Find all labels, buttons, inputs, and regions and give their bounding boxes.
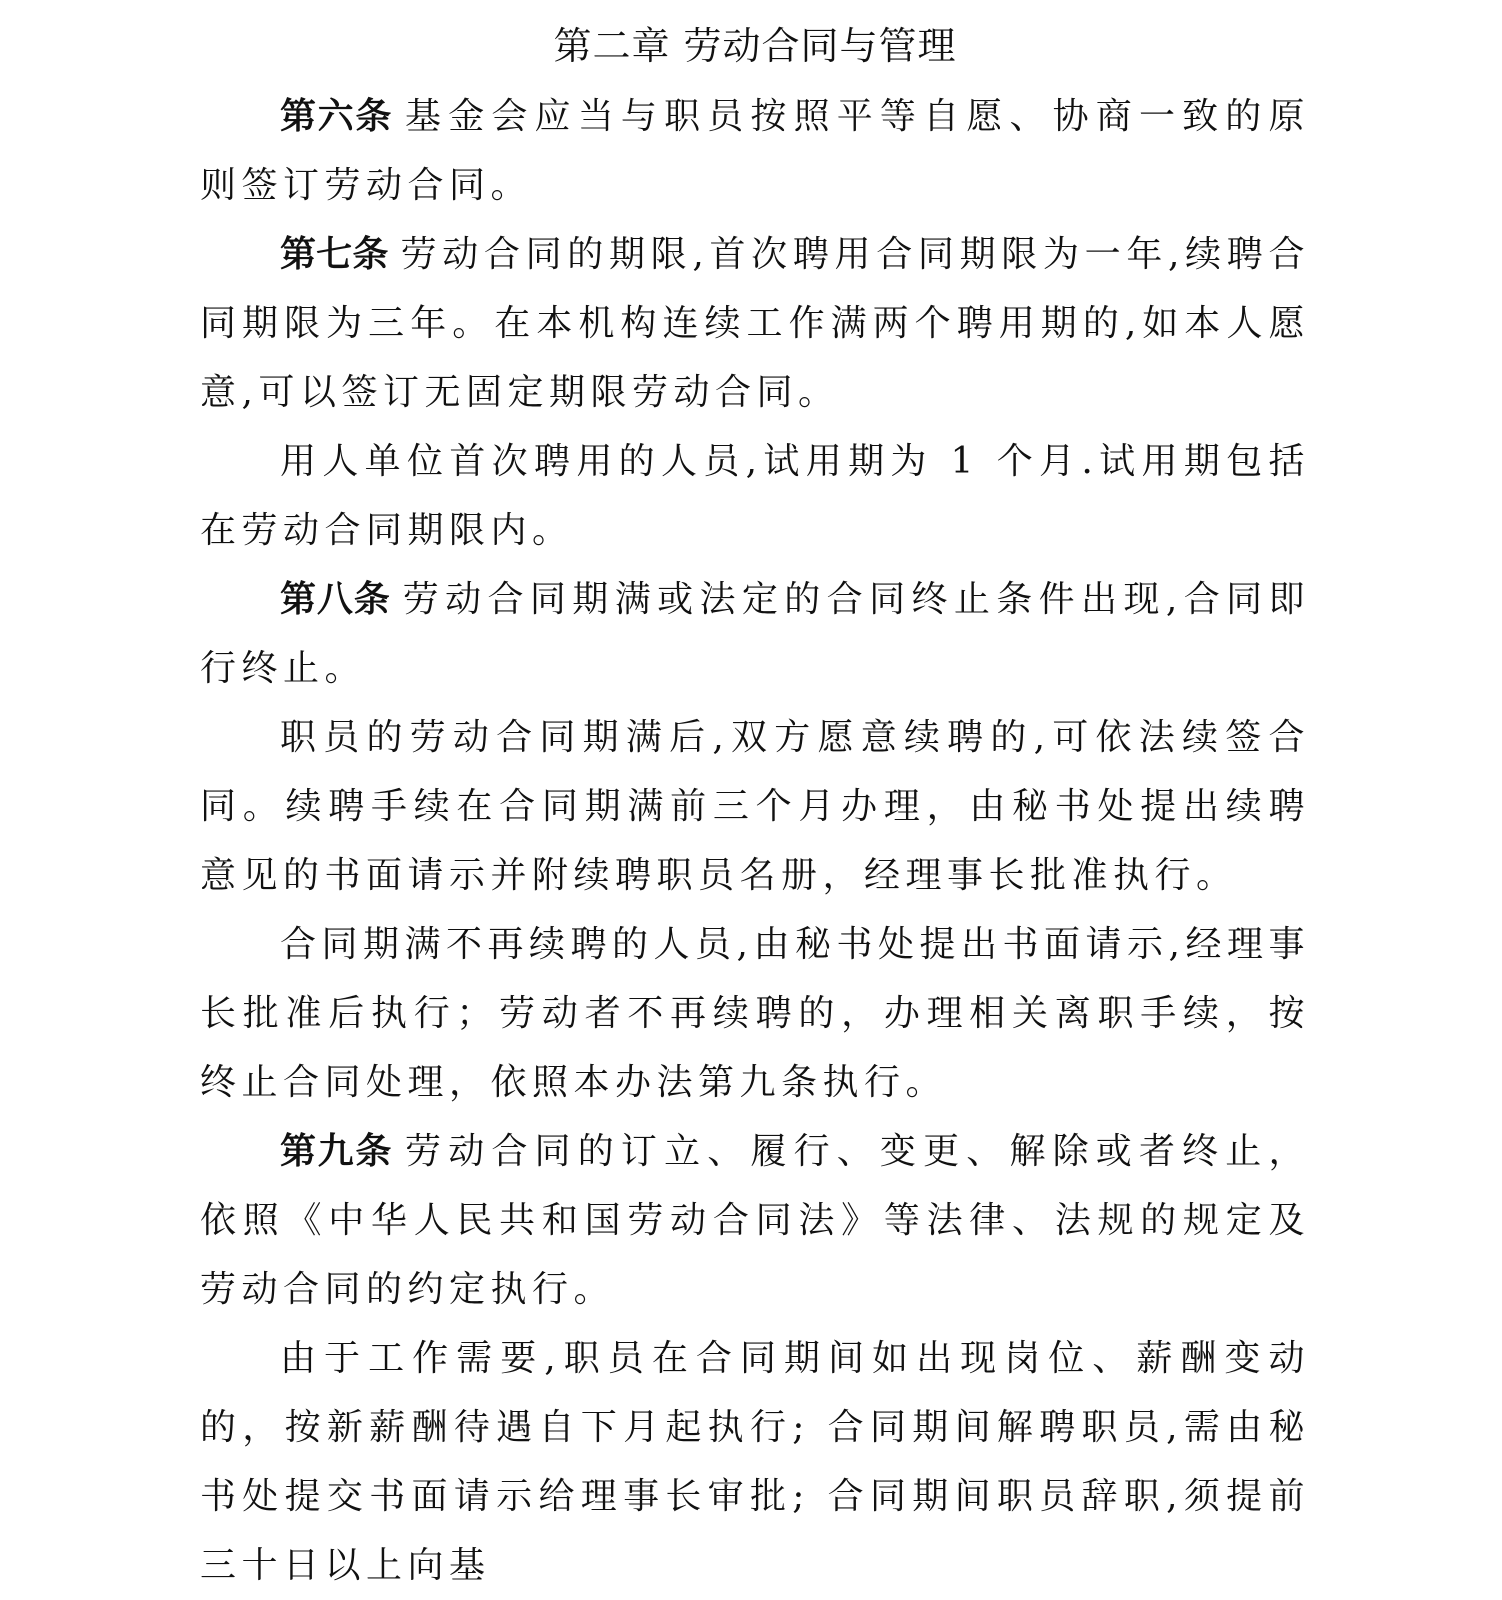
article-7-paragraph	[200, 220, 1310, 427]
document-page	[200, 0, 1310, 1600]
article-6-text: 基金会应当与职员按照平等自愿、协商一致的原则签订劳动合同。	[200, 96, 1310, 206]
article-9-label: 第九条	[280, 1131, 394, 1172]
job-change-text: 由于工作需要,职员在合同期间如出现岗位、薪酬变动的，按新薪酬待遇自下月起执行; 合同期间解聘职员,需由秘书处提交书面请示给理事长审批; 合同期间职员辞职,须提前三十日以上向基	[200, 1338, 1310, 1586]
article-7-text: 劳动合同的期限,首次聘用合同期限为一年,续聘合同期限为三年。在本机构连续工作满两个聘用期的,如本人愿意,可以签订无固定期限劳动合同。	[200, 234, 1310, 413]
article-9-text: 劳动合同的订立、履行、变更、解除或者终止，依照《中华人民共和国劳动合同法》等法律、法规的规定及劳动合同的约定执行。	[200, 1131, 1310, 1310]
probation-paragraph	[200, 427, 1310, 565]
non-renewal-text: 合同期满不再续聘的人员,由秘书处提出书面请示,经理事长批准后执行；劳动者不再续聘的，办理相关离职手续，按终止合同处理，依照本办法第九条执行。	[200, 924, 1310, 1103]
renewal-text: 职员的劳动合同期满后,双方愿意续聘的,可依法续签合同。续聘手续在合同期满前三个月办理，由秘书处提出续聘意见的书面请示并附续聘职员名册，经理事长批准执行。	[200, 717, 1310, 896]
article-7-label: 第七条	[280, 234, 389, 275]
article-9-paragraph	[200, 1117, 1310, 1324]
chapter-title: 第二章 劳动合同与管理	[553, 24, 957, 68]
article-8-paragraph	[200, 565, 1310, 703]
probation-text: 用人单位首次聘用的人员,试用期为 1 个月.试用期包括在劳动合同期限内。	[200, 441, 1310, 551]
article-6-label: 第六条	[280, 96, 394, 137]
article-8-label: 第八条	[280, 579, 391, 620]
renewal-paragraph	[200, 703, 1310, 910]
article-8-text: 劳动合同期满或法定的合同终止条件出现,合同即行终止。	[200, 579, 1310, 689]
job-change-paragraph	[200, 1324, 1310, 1600]
article-6-paragraph	[200, 82, 1310, 220]
non-renewal-paragraph	[200, 910, 1310, 1117]
